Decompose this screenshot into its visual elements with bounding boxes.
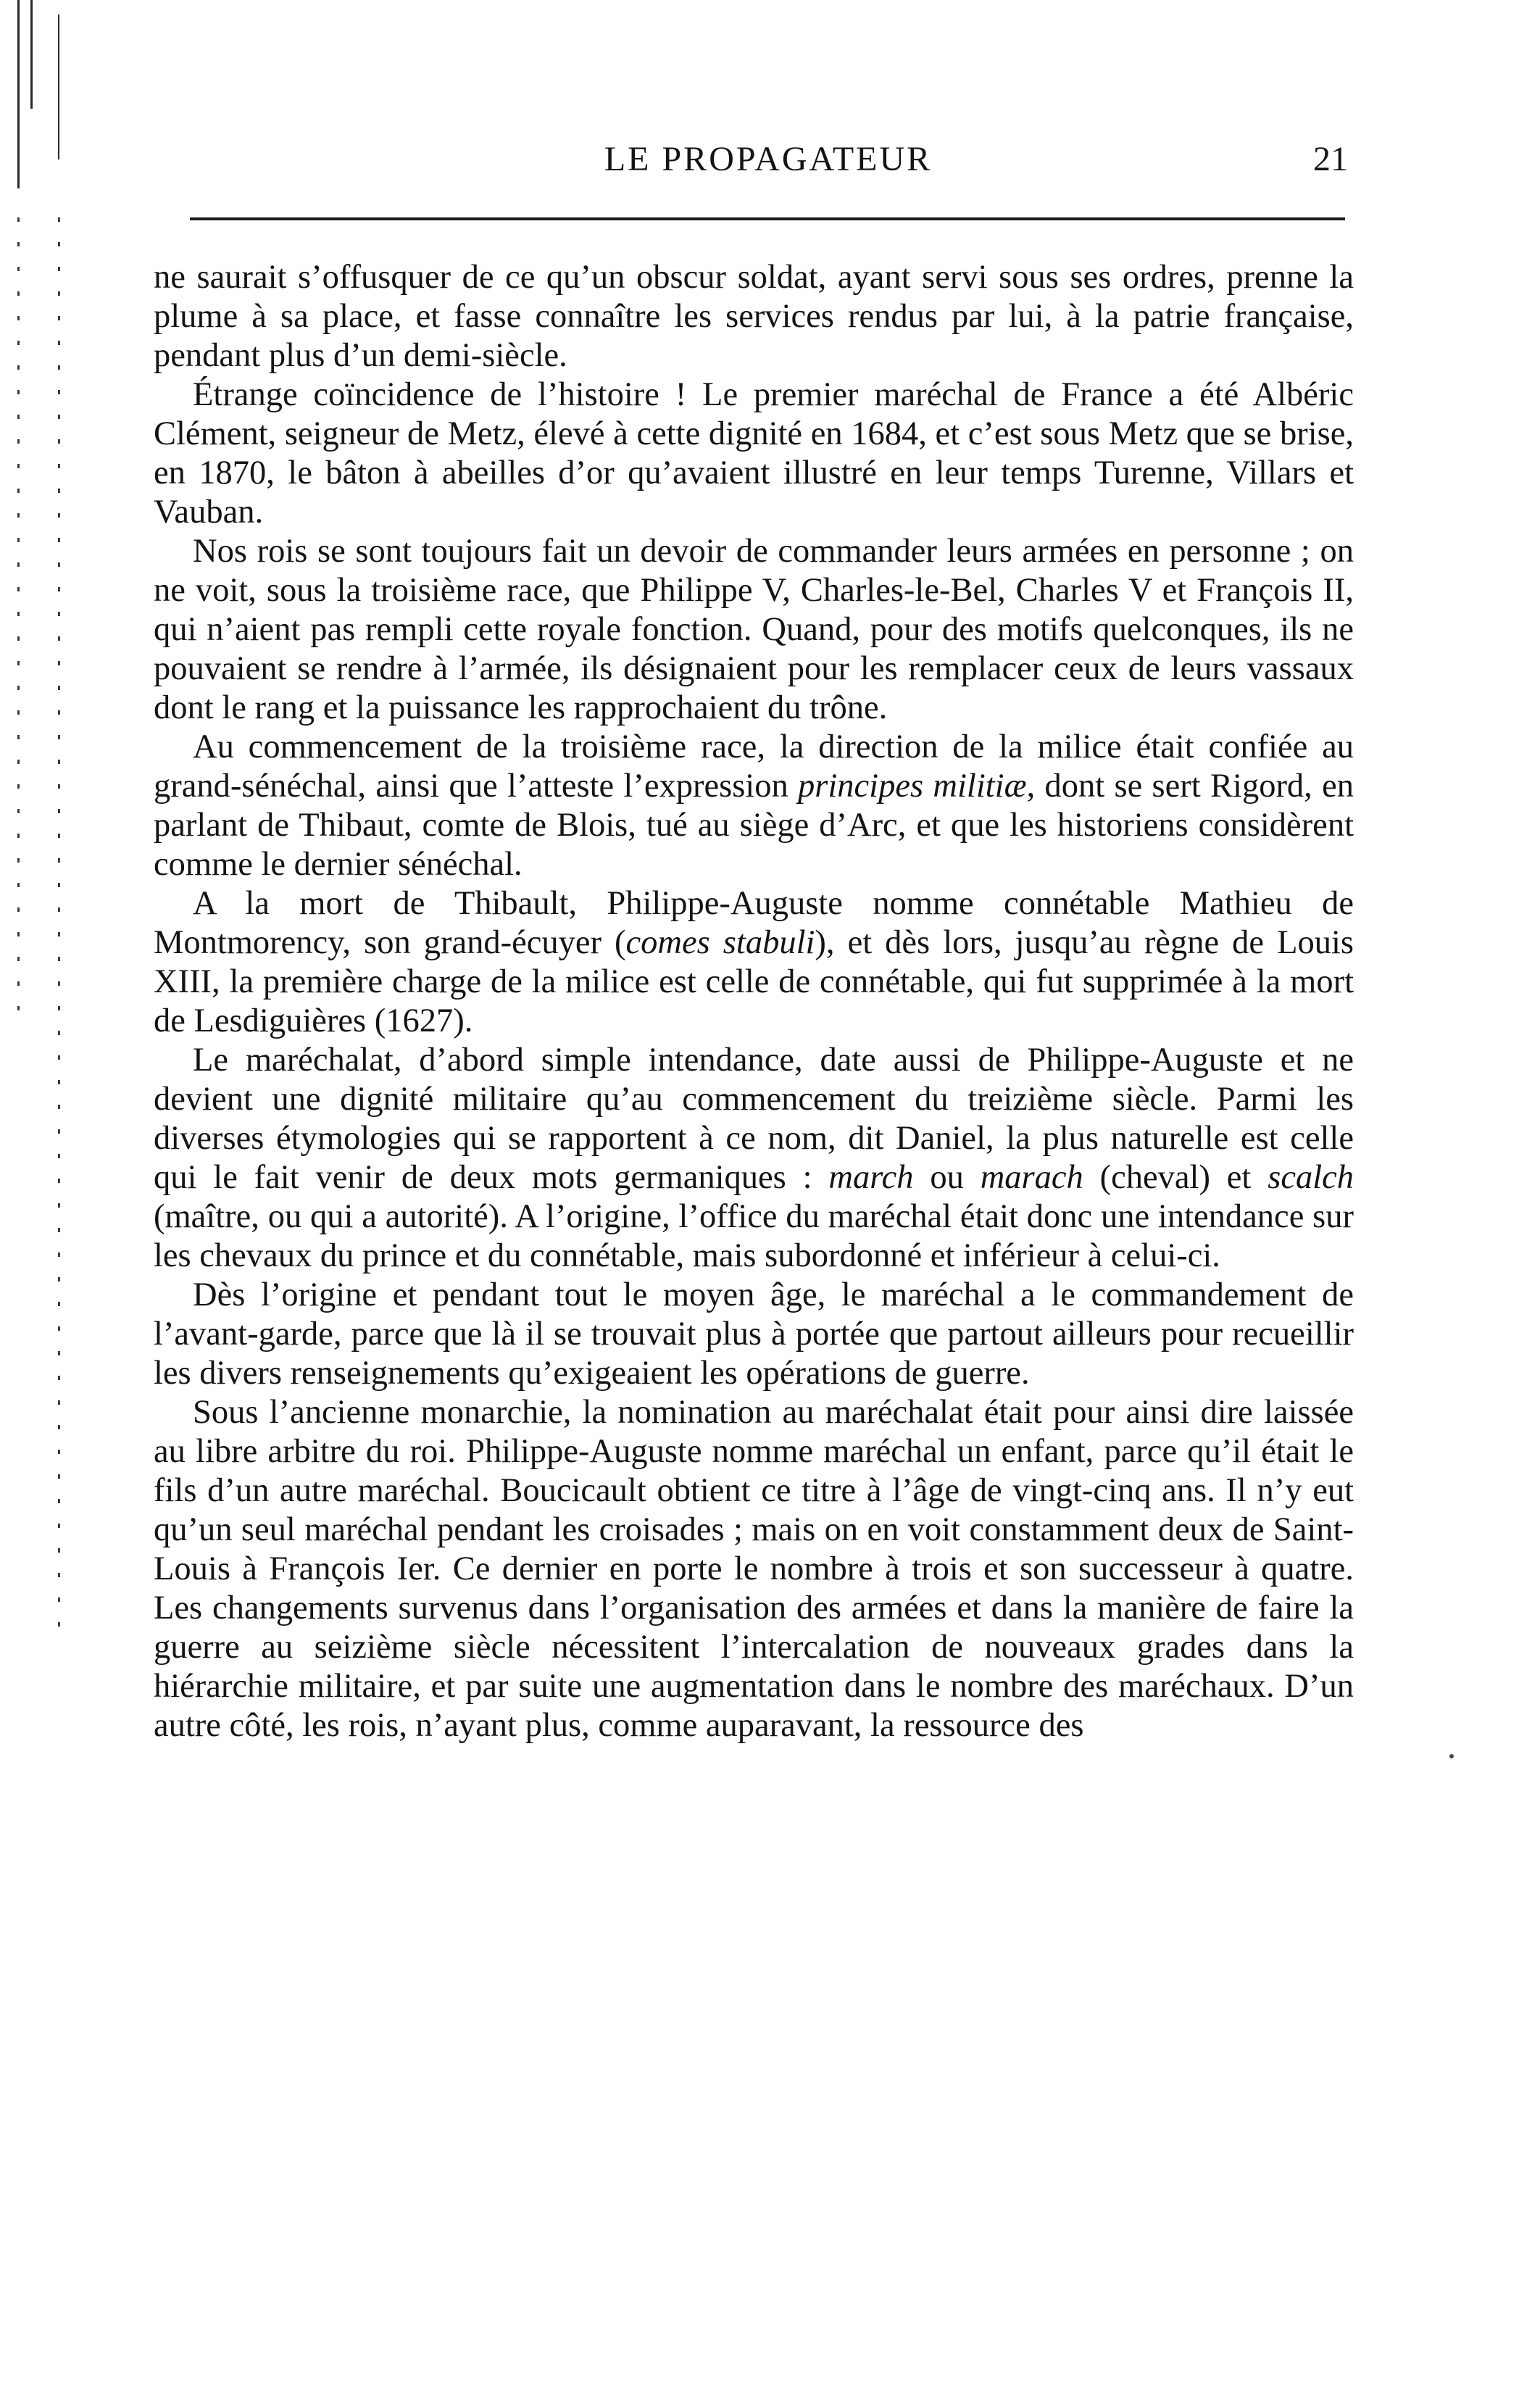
scan-speck [1449,1754,1454,1758]
paragraph-p3 [154,728,1354,884]
italic-phrase: marach [980,1159,1083,1196]
page-number: 21 [1313,140,1348,178]
binding-gutter-marks [16,0,81,1667]
page-header [188,138,1348,188]
text-run: Sous l’ancienne monarchie, la nomination au maréchalat était pour ainsi dire laissée au libre arbitre du roi. Philippe-Auguste nomme maréchal un enfant, parce qu’il était le fils d’un autre maréchal. Boucicault obtient ce titre à l’âge de vingt-cinq ans. Il n’y eut qu’un seul maréchal pendant les croisades ; mais on en voit constamment deux de Saint-Louis à François Ier. Ce dernier en porte le nombre à trois et son successeur à quatre. Les changements survenus dans l’organisation des armées et dans la manière de faire la guerre au seizième siècle nécessitent l’intercalation de nouveaux grades dans la hiérarchie militaire, et par suite une augmentation dans le nombre des maréchaux. D’un autre côté, les rois, n’ayant plus, comme auparavant, la ressource des [154,1394,1354,1744]
text-run: ne saurait s’offusquer de ce qu’un obscur soldat, ayant servi sous ses ordres, prenne la plume à sa place, et fasse connaître les services rendus par lui, à la patrie française, pendant plus d’un demi-siècle. [154,259,1354,374]
text-run: (maître, ou qui a autorité). A l’origine, l’office du maréchal était donc une intendance sur les chevaux du prince et du connétable, mais subordonné et inférieur à celui-ci. [154,1198,1354,1274]
text-run: ), et dès lors, jusqu’au règne de Louis XIII, la première charge de la milice est celle de connétable, qui fut supprimée à la mort de Lesdiguières (1627). [154,924,1354,1039]
text-run: Le maréchalat, d’abord simple intendance, date aussi de Philippe-Auguste et ne devient une dignité militaire qu’au commencement du treizième siècle. Parmi les diverses étymologies qui se rapportent à ce nom, dit Daniel, la plus naturelle est celle qui le fait venir de deux mots germaniques : [154,1042,1354,1196]
paragraph-p7 [154,1393,1354,1745]
italic-phrase: scalch [1268,1159,1354,1196]
text-run: A la mort de Thibault, Philippe-Auguste nomme connétable Mathieu de Montmorency, son grand-écuyer ( [154,885,1354,961]
text-run: Étrange coïncidence de l’histoire ! Le premier maréchal de France a été Albéric Clément, seigneur de Metz, élevé à cette dignité en 1684, et c’est sous Metz que se brise, en 1870, le bâton à abeilles d’or qu’avaient illustré en leur temps Turenne, Villars et Vauban. [154,376,1354,531]
text-run: Dès l’origine et pendant tout le moyen âge, le maréchal a le commandement de l’avant-garde, parce que là il se trouvait plus à portée que partout ailleurs pour recueillir les divers renseignements qu’exigeaient les opérations de guerre. [154,1276,1354,1392]
italic-phrase: comes stabuli [625,924,815,961]
body-text [154,258,1354,1745]
text-run: ou [913,1159,981,1196]
running-title: LE PROPAGATEUR [604,140,933,178]
paragraph-p5 [154,1041,1354,1276]
header-rule [190,217,1345,220]
paragraph-p1 [154,375,1354,532]
text-run: Au commencement de la troisième race, la direction de la milice était confiée au grand-sénéchal, ainsi que l’atteste l’expression [154,728,1354,805]
text-run: (cheval) et [1083,1159,1268,1196]
paragraph-p4 [154,884,1354,1041]
text-run: , dont se sert Rigord, en parlant de Thibaut, comte de Blois, tué au siège d’Arc, et que les historiens considèrent comme le dernier sénéchal. [154,768,1354,883]
paragraph-p0 [154,258,1354,375]
italic-phrase: march [828,1159,914,1196]
paragraph-p6 [154,1276,1354,1393]
paragraph-p2 [154,532,1354,728]
text-run: Nos rois se sont toujours fait un devoir de commander leurs armées en personne ; on ne voit, sous la troisième race, que Philippe V, Charles-le-Bel, Charles V et François II, qui n’aient pas rempli cette royale fonction. Quand, pour des motifs quelconques, ils ne pouvaient se rendre à l’armée, ils désignaient pour les remplacer ceux de leurs vassaux dont le rang et la puissance les rapprochaient du trône. [154,533,1354,726]
italic-phrase: principes militiæ [798,768,1027,805]
